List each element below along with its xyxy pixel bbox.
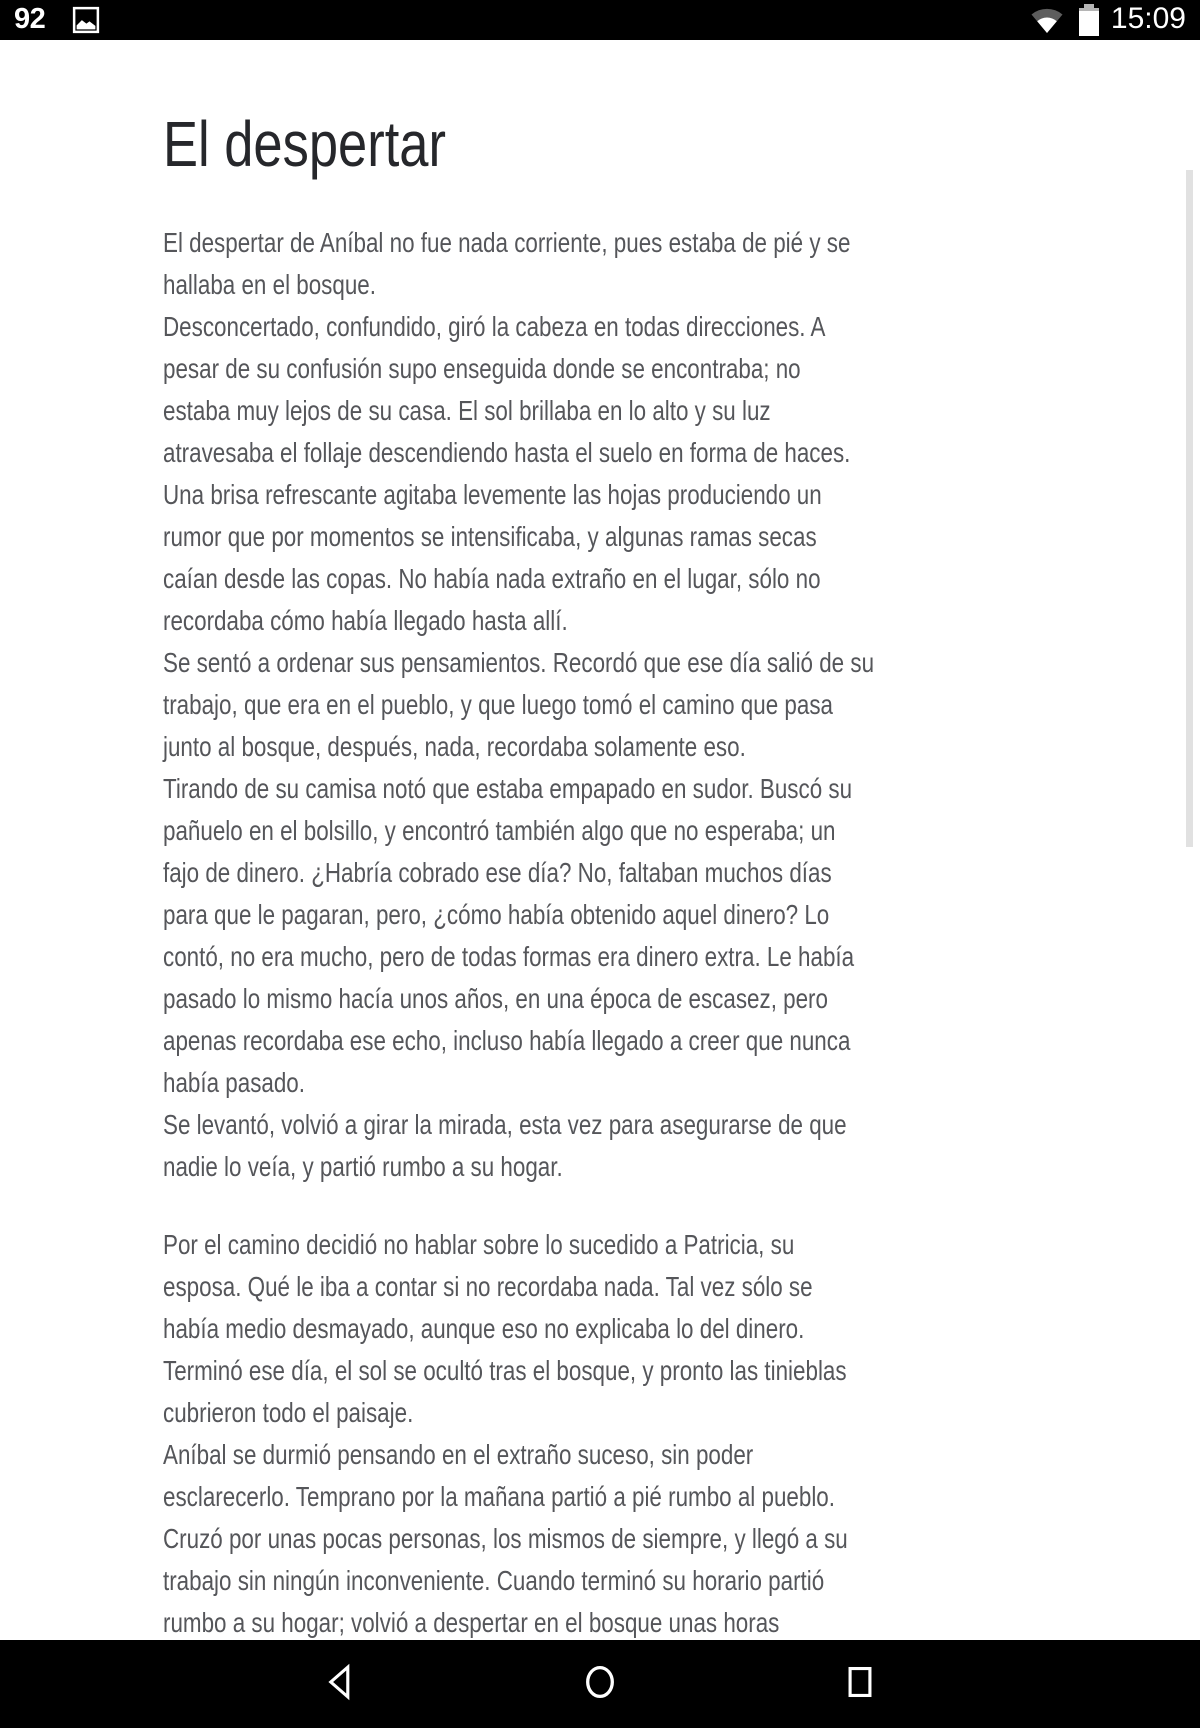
story-line: pesar de su confusión supo enseguida donde se encontraba; no	[163, 353, 801, 384]
story-line: pasado lo mismo hacía unos años, en una época de escasez, pero	[163, 983, 828, 1014]
story-line: Aníbal se durmió pensando en el extraño suceso, sin poder	[163, 1439, 754, 1470]
story-line: rumbo a su hogar; volvió a despertar en el bosque unas horas	[163, 1607, 780, 1638]
story-line: Cruzó por unas pocas personas, los mismos de siempre, y llegó a su	[163, 1523, 848, 1554]
story-line: esclarecerlo. Temprano por la mañana partió a pié rumbo al pueblo.	[163, 1481, 835, 1512]
status-bar	[0, 0, 1200, 40]
story-line: nadie lo veía, y partió rumbo a su hogar.	[163, 1151, 563, 1182]
clock: 15:09	[1110, 2, 1186, 35]
story-line: había medio desmayado, aunque eso no explicaba lo del dinero.	[163, 1313, 805, 1344]
story-line: apenas recordaba ese echo, incluso había llegado a creer que nunca	[163, 1025, 851, 1056]
navigation-bar	[0, 1640, 1200, 1728]
story-line: Por el camino decidió no hablar sobre lo sucedido a Patricia, su	[163, 1229, 795, 1260]
story-line: cubrieron todo el paisaje.	[163, 1397, 414, 1428]
story-line: contó, no era mucho, pero de todas formas era dinero extra. Le había	[163, 941, 855, 972]
story-lines	[163, 222, 971, 1686]
reader-content[interactable]	[0, 40, 1200, 1640]
back-button[interactable]	[318, 1662, 362, 1706]
recents-icon	[843, 1661, 877, 1708]
battery-percent-text: 92	[14, 2, 46, 35]
scrollbar-thumb[interactable]	[1186, 170, 1193, 847]
story-line: Desconcertado, confundido, giró la cabeza en todas direcciones. A	[163, 311, 826, 342]
status-bar-right	[1029, 0, 1186, 40]
recents-button[interactable]	[838, 1662, 882, 1706]
story-line: caían desde las copas. No había nada extraño en el lugar, sólo no	[163, 563, 821, 594]
story-line: Se sentó a ordenar sus pensamientos. Recordó que ese día salió de su	[163, 647, 875, 678]
back-icon	[323, 1662, 357, 1707]
story-line: trabajo sin ningún inconveniente. Cuando terminó su horario partió	[163, 1565, 825, 1596]
story-line: trabajo, que era en el pueblo, y que luego tomó el camino que pasa	[163, 689, 833, 720]
image-notification-icon	[71, 5, 101, 35]
story-line: Se levantó, volvió a girar la mirada, esta vez para asegurarse de que	[163, 1109, 847, 1140]
home-icon	[582, 1661, 618, 1708]
battery-icon	[1079, 4, 1099, 36]
home-button[interactable]	[578, 1662, 622, 1706]
story-line: El despertar de Aníbal no fue nada corriente, pues estaba de pié y se	[163, 227, 851, 258]
story-line: Una brisa refrescante agitaba levemente las hojas produciendo un	[163, 479, 822, 510]
story-line: había pasado.	[163, 1067, 305, 1098]
status-bar-left	[14, 0, 101, 40]
story-line: Tirando de su camisa notó que estaba empapado en sudor. Buscó su	[163, 773, 853, 804]
story-line: pañuelo en el bolsillo, y encontró también algo que no esperaba; un	[163, 815, 836, 846]
story-line: para que le pagaran, pero, ¿cómo había obtenido aquel dinero? Lo	[163, 899, 830, 930]
page-title: El despertar	[163, 108, 446, 180]
paragraph-gap	[163, 1188, 971, 1224]
story-line: fajo de dinero. ¿Habría cobrado ese día? No, faltaban muchos días	[163, 857, 832, 888]
story-line: rumor que por momentos se intensificaba, y algunas ramas secas	[163, 521, 817, 552]
story-line: atravesaba el follaje descendiendo hasta el suelo en forma de haces.	[163, 437, 851, 468]
story-line: Terminó ese día, el sol se ocultó tras el bosque, y pronto las tinieblas	[163, 1355, 847, 1386]
story-line: recordaba cómo había llegado hasta allí.	[163, 605, 568, 636]
story-line: estaba muy lejos de su casa. El sol brillaba en lo alto y su luz	[163, 395, 771, 426]
story-line: junto al bosque, después, nada, recordaba solamente eso.	[163, 731, 746, 762]
story-line: esposa. Qué le iba a contar si no recordaba nada. Tal vez sólo se	[163, 1271, 813, 1302]
story-line: hallaba en el bosque.	[163, 269, 376, 300]
wifi-icon	[1029, 4, 1065, 36]
